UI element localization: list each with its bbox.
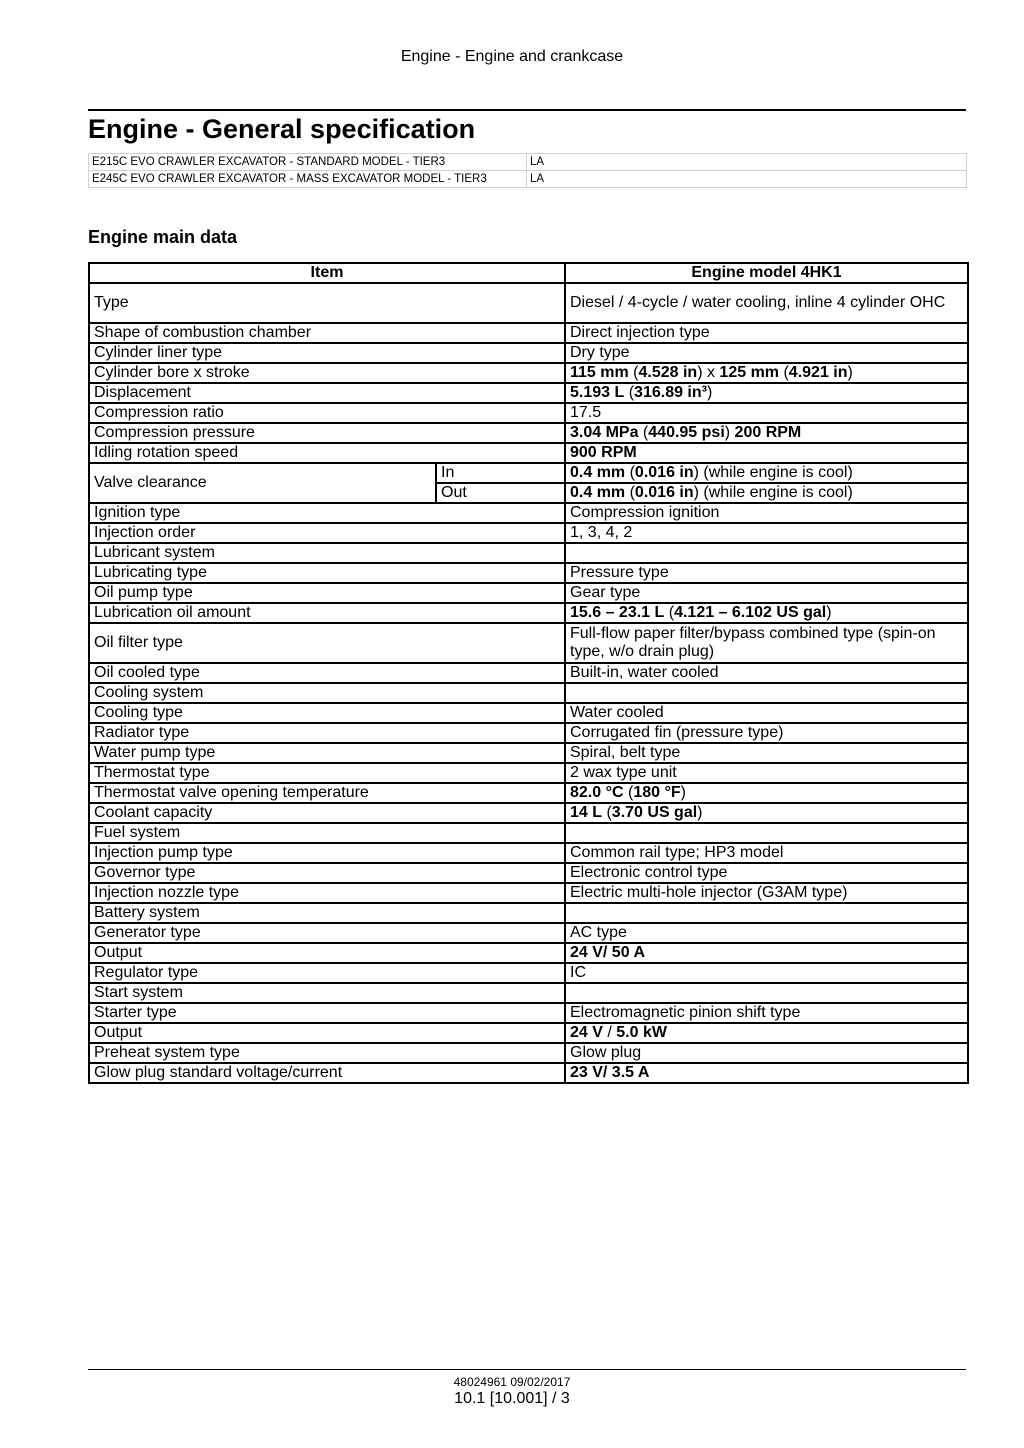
table-row — [89, 843, 968, 863]
item-cell: Compression pressure — [89, 423, 565, 443]
page-header: Engine - Engine and crankcase — [400, 48, 624, 65]
value-cell — [565, 463, 968, 483]
table-row — [89, 683, 968, 703]
value-fragment: ) — [724, 424, 735, 441]
item-cell: Glow plug standard voltage/current — [89, 1063, 565, 1083]
item-cell: Cylinder bore x stroke — [89, 363, 565, 383]
value-cell — [565, 903, 968, 923]
value-fragment: ( — [628, 364, 639, 381]
item-cell: Governor type — [89, 863, 565, 883]
item-cell: Cooling system — [89, 683, 565, 703]
value-fragment: 24 V/ 50 A — [570, 944, 646, 961]
model-region: LA — [527, 171, 967, 188]
value-fragment: 4.921 in — [788, 364, 848, 381]
model-name: E215C EVO CRAWLER EXCAVATOR - STANDARD MODEL - TIER3 — [89, 154, 527, 171]
item-cell: Oil pump type — [89, 583, 565, 603]
value-fragment: 0.016 in — [634, 464, 694, 481]
item-cell: Starter type — [89, 1003, 565, 1023]
table-row — [89, 1003, 968, 1023]
value-cell — [565, 443, 968, 463]
value-cell: Pressure type — [565, 563, 968, 583]
table-row — [89, 323, 968, 343]
value-fragment: ) — [680, 784, 686, 801]
item-cell: Output — [89, 1023, 565, 1043]
value-cell — [565, 423, 968, 443]
page-title: Engine - General specification — [88, 114, 476, 144]
value-cell — [565, 1063, 968, 1083]
value-fragment: 900 RPM — [570, 444, 637, 461]
table-row — [89, 563, 968, 583]
model-applicability-table — [88, 153, 967, 188]
item-cell: Injection order — [89, 523, 565, 543]
value-fragment: ) (while engine is cool) — [693, 464, 853, 481]
table-row — [89, 803, 968, 823]
item-cell: Shape of combustion chamber — [89, 323, 565, 343]
table-row — [89, 463, 968, 483]
value-fragment: ( — [624, 384, 635, 401]
value-cell: 2 wax type unit — [565, 763, 968, 783]
value-fragment: ( — [623, 784, 634, 801]
value-fragment: ) — [697, 804, 703, 821]
value-fragment: 0.4 mm — [570, 484, 626, 501]
table-row — [89, 1043, 968, 1063]
section-title: Engine main data — [88, 227, 238, 247]
value-fragment: ) — [847, 364, 853, 381]
header-rule — [88, 109, 966, 111]
value-fragment: ( — [664, 604, 675, 621]
sub-item-cell: Out — [436, 483, 565, 503]
table-row — [89, 603, 968, 623]
model-row — [89, 154, 967, 171]
value-cell — [565, 363, 968, 383]
value-cell: Direct injection type — [565, 323, 968, 343]
value-fragment: 125 mm — [719, 364, 780, 381]
item-cell: Cylinder liner type — [89, 343, 565, 363]
value-cell — [565, 1023, 968, 1043]
value-fragment: 115 mm — [570, 364, 629, 381]
table-row — [89, 283, 968, 323]
value-cell — [565, 483, 968, 503]
table-row — [89, 663, 968, 683]
value-fragment: 5.0 kW — [616, 1024, 667, 1041]
value-fragment: ( — [625, 484, 635, 501]
table-row — [89, 783, 968, 803]
value-cell — [565, 683, 968, 703]
table-row — [89, 363, 968, 383]
value-cell: Gear type — [565, 583, 968, 603]
value-cell: 17.5 — [565, 403, 968, 423]
value-fragment: ( — [779, 364, 789, 381]
column-header-item: Item — [89, 263, 565, 283]
table-row — [89, 543, 968, 563]
value-cell — [565, 543, 968, 563]
table-row — [89, 1063, 968, 1083]
value-cell: Glow plug — [565, 1043, 968, 1063]
table-row — [89, 743, 968, 763]
footer-rule — [88, 1369, 966, 1370]
item-cell: Injection nozzle type — [89, 883, 565, 903]
value-fragment: 24 V — [570, 1024, 603, 1041]
item-cell: Injection pump type — [89, 843, 565, 863]
value-fragment: ) — [706, 384, 713, 401]
item-cell: Valve clearance — [89, 463, 436, 503]
value-cell: Built-in, water cooled — [565, 663, 968, 683]
item-cell: Type — [89, 283, 565, 323]
table-row — [89, 443, 968, 463]
item-cell: Thermostat type — [89, 763, 565, 783]
table-row — [89, 423, 968, 443]
value-cell — [565, 983, 968, 1003]
value-cell: Dry type — [565, 343, 968, 363]
table-row — [89, 763, 968, 783]
item-cell: Start system — [89, 983, 565, 1003]
value-cell: AC type — [565, 923, 968, 943]
table-row — [89, 883, 968, 903]
value-cell: 1, 3, 4, 2 — [565, 523, 968, 543]
table-row — [89, 343, 968, 363]
item-cell: Lubrication oil amount — [89, 603, 565, 623]
value-fragment: / — [602, 1024, 617, 1041]
table-row — [89, 383, 968, 403]
item-cell: Lubricating type — [89, 563, 565, 583]
item-cell: Coolant capacity — [89, 803, 565, 823]
value-fragment: ( — [638, 424, 649, 441]
table-row — [89, 723, 968, 743]
value-fragment: 3.70 US gal — [611, 804, 698, 821]
item-cell: Output — [89, 943, 565, 963]
value-fragment: 15.6 – 23.1 L — [570, 604, 665, 621]
item-cell: Radiator type — [89, 723, 565, 743]
value-fragment: 3.04 MPa — [570, 424, 639, 441]
item-cell: Ignition type — [89, 503, 565, 523]
value-fragment: ( — [625, 464, 635, 481]
item-cell: Lubricant system — [89, 543, 565, 563]
value-fragment: 4.121 – 6.102 US gal — [674, 604, 827, 621]
table-row — [89, 623, 968, 663]
item-cell: Preheat system type — [89, 1043, 565, 1063]
table-row — [89, 923, 968, 943]
item-cell: Fuel system — [89, 823, 565, 843]
value-cell — [565, 943, 968, 963]
item-cell: Displacement — [89, 383, 565, 403]
table-row — [89, 523, 968, 543]
value-cell: IC — [565, 963, 968, 983]
model-row — [89, 171, 967, 188]
value-cell — [565, 383, 968, 403]
table-row — [89, 503, 968, 523]
value-fragment: 14 L — [570, 804, 603, 821]
value-fragment: 4.528 in — [638, 364, 698, 381]
table-body — [89, 283, 968, 1083]
value-fragment: ) (while engine is cool) — [693, 484, 853, 501]
table-header-row — [89, 263, 968, 283]
value-cell: Diesel / 4-cycle / water cooling, inline 4 cylinder OHC — [565, 283, 968, 323]
value-cell: Corrugated fin (pressure type) — [565, 723, 968, 743]
column-header-engine-model: Engine model 4HK1 — [565, 263, 968, 283]
value-cell — [565, 783, 968, 803]
footer-page-ref: 10.1 [10.001] / 3 — [454, 1390, 570, 1407]
value-fragment: 316.89 in³ — [634, 384, 707, 401]
item-cell: Battery system — [89, 903, 565, 923]
value-cell — [565, 823, 968, 843]
model-region: LA — [527, 154, 967, 171]
item-cell: Thermostat valve opening temperature — [89, 783, 565, 803]
table-row — [89, 983, 968, 1003]
value-cell: Full-flow paper filter/bypass combined type (spin-on type, w/o drain plug) — [565, 623, 968, 663]
item-cell: Oil filter type — [89, 623, 565, 663]
item-cell: Cooling type — [89, 703, 565, 723]
footer-doc-code: 48024961 09/02/2017 — [453, 1375, 571, 1389]
value-fragment: ) x — [697, 364, 720, 381]
value-fragment: 200 RPM — [734, 424, 802, 441]
value-cell: Compression ignition — [565, 503, 968, 523]
value-fragment: 5.193 L — [570, 384, 625, 401]
value-fragment: ) — [826, 604, 832, 621]
value-fragment: 180 °F — [633, 784, 681, 801]
value-cell — [565, 603, 968, 623]
table-row — [89, 403, 968, 423]
value-fragment: 0.016 in — [634, 484, 694, 501]
item-cell: Idling rotation speed — [89, 443, 565, 463]
value-fragment: 0.4 mm — [570, 464, 626, 481]
item-cell: Oil cooled type — [89, 663, 565, 683]
table-row — [89, 903, 968, 923]
value-cell: Spiral, belt type — [565, 743, 968, 763]
value-fragment: 82.0 °C — [570, 784, 624, 801]
sub-item-cell: In — [436, 463, 565, 483]
value-fragment: ( — [602, 804, 612, 821]
model-name: E245C EVO CRAWLER EXCAVATOR - MASS EXCAVATOR MODEL - TIER3 — [89, 171, 527, 188]
table-row — [89, 703, 968, 723]
table-row — [89, 823, 968, 843]
table-row — [89, 863, 968, 883]
value-fragment: 23 V/ 3.5 A — [570, 1064, 650, 1081]
table-row — [89, 1023, 968, 1043]
value-fragment: 440.95 psi — [648, 424, 725, 441]
value-cell: Common rail type; HP3 model — [565, 843, 968, 863]
value-cell — [565, 803, 968, 823]
item-cell: Water pump type — [89, 743, 565, 763]
value-cell: Electromagnetic pinion shift type — [565, 1003, 968, 1023]
item-cell: Regulator type — [89, 963, 565, 983]
table-row — [89, 583, 968, 603]
engine-main-data-table — [88, 262, 969, 1084]
item-cell: Compression ratio — [89, 403, 565, 423]
value-cell: Water cooled — [565, 703, 968, 723]
value-cell: Electronic control type — [565, 863, 968, 883]
value-cell: Electric multi-hole injector (G3AM type) — [565, 883, 968, 903]
table-row — [89, 963, 968, 983]
table-row — [89, 943, 968, 963]
item-cell: Generator type — [89, 923, 565, 943]
